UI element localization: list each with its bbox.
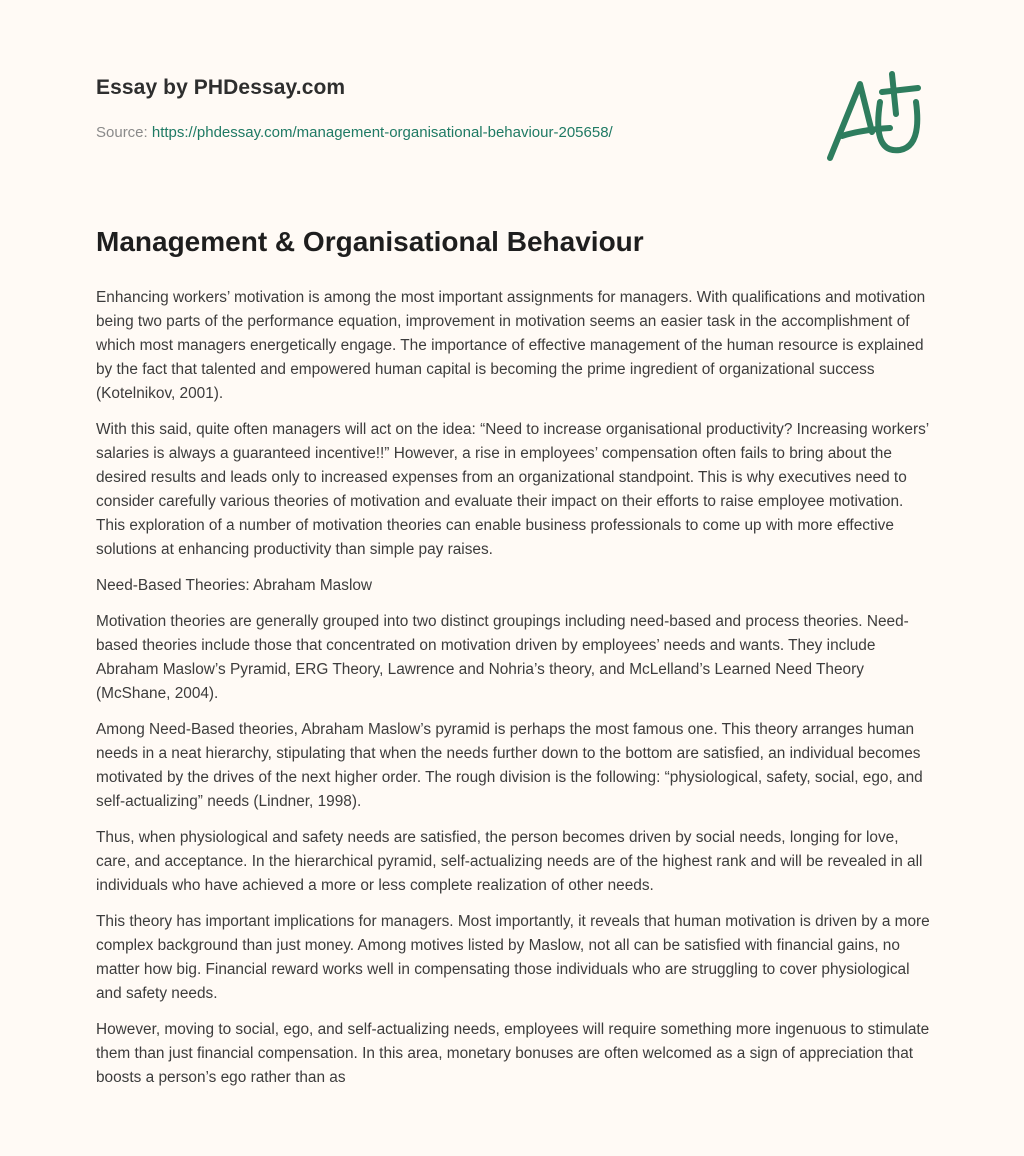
paragraph: Thus, when physiological and safety needs are satisfied, the person becomes driven by social needs, longing for love, care, and acceptance. In the hierarchical pyramid, self-actualizing needs are of the highest rank and will be revealed in all individuals who have achieved a more or less complete realization of other needs. (96, 829, 923, 894)
site-title: Essay by PHDessay.com (96, 76, 346, 99)
source-label: Source: (96, 124, 148, 141)
source-line (96, 124, 613, 141)
paragraph: Motivation theories are generally grouped into two distinct groupings including need-based and process theories. Need-based theories include those that concentrated on motivation driven by employees’ needs and wants. They include Abraham Maslow’s Pyramid, ERG Theory, Lawrence and Nohria’s theory, and McLelland’s Learned Need Theory (McShane, 2004). (96, 613, 909, 702)
source-link[interactable]: https://phdessay.com/management-organisational-behaviour-205658/ (151, 124, 613, 141)
site-header (96, 76, 936, 100)
article-title: Management & Organisational Behaviour (96, 226, 644, 257)
section-heading: Need-Based Theories: Abraham Maslow (96, 577, 373, 594)
paragraph: This theory has important implications for managers. Most importantly, it reveals that human motivation is driven by a more complex background than just money. Among motives listed by Maslow, not all can be satisfied with financial gains, no matter how big. Financial reward works well in compensating those individuals who are struggling to cover physiological and safety needs. (96, 913, 930, 1002)
paragraph: However, moving to social, ego, and self-actualizing needs, employees will require something more ingenuous to stimulate them than just financial compensation. In this area, monetary bonuses are often welcomed as a sign of appreciation that boosts a person’s ego rather than as (96, 1021, 930, 1086)
paragraph: Enhancing workers’ motivation is among the most important assignments for managers. With qualifications and motivation being two parts of the performance equation, improvement in motivation seems an easier task in the accomplishment of which most managers energetically engage. The importance of effective management of the human resource is explained by the fact that talented and empowered human capital is becoming the prime ingredient of organizational success (Kotelnikov, 2001). (96, 289, 926, 402)
paragraph: Among Need-Based theories, Abraham Maslow’s pyramid is perhaps the most famous one. This theory arranges human needs in a neat hierarchy, stipulating that when the needs further down to the bottom are satisfied, an individual becomes motivated by the drives of the next higher order. The rough division is the following: “physiological, safety, social, ego, and self-actualizing” needs (Lindner, 1998). (96, 721, 923, 810)
article-body (96, 286, 936, 1102)
paragraph: With this said, quite often managers will act on the idea: “Need to increase organisational productivity? Increasing workers’ salaries is always a guaranteed incentive!!” However, a rise in employees’ compensation often fails to bring about the desired results and leads only to increased expenses from an organizational standpoint. This is why executives need to consider carefully various theories of motivation and evaluate their impact on their efforts to raise employee motivation. This exploration of a number of motivation theories can enable business professionals to come up with more effective solutions at enhancing productivity than simple pay raises. (96, 421, 929, 558)
a-plus-grade-icon (820, 62, 930, 172)
